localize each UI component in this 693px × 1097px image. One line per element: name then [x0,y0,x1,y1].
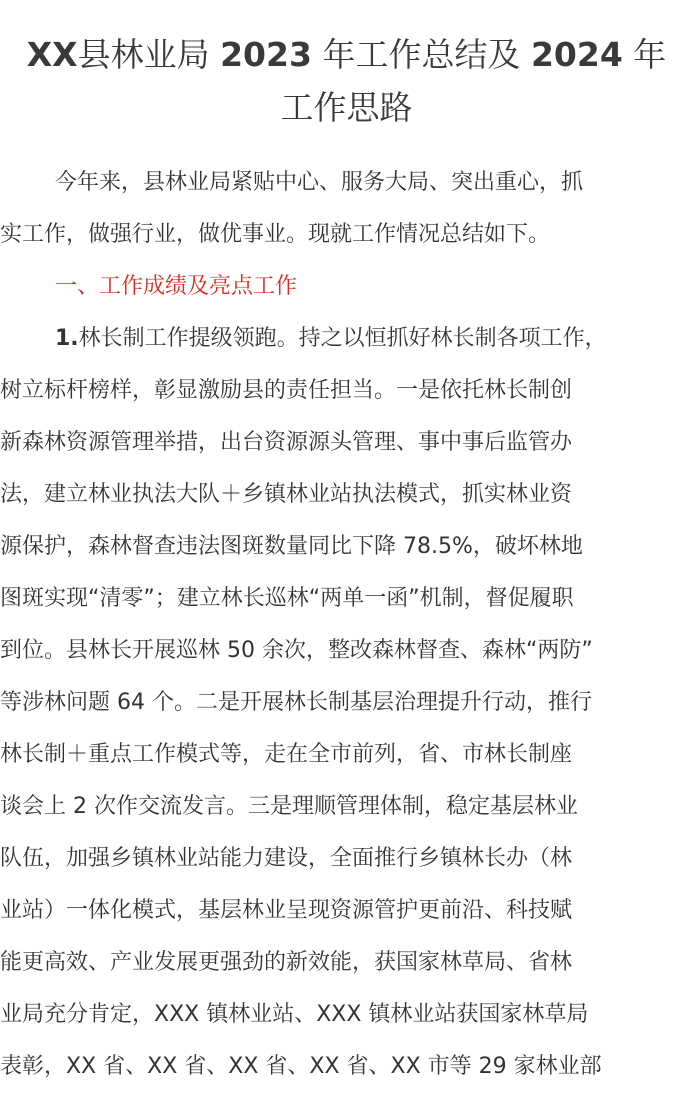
paragraph-text: 能更高效、产业发展更强劲的新效能，获国家林草局、省林 [0,950,573,975]
paragraph-text: 等涉林问题 64 个。二是开展林长制基层治理提升行动，推行 [0,690,592,715]
paragraph-number: 1. [55,326,79,351]
paragraph-line [0,937,693,989]
title-line-2: 工作思路 [280,88,413,127]
paragraph-line [0,365,693,417]
title-year-2023: 2023 [220,35,312,74]
paragraph-text: 新森林资源管理举措，出台资源源头管理、事中事后监管办 [0,430,573,455]
paragraph-line [0,521,693,573]
paragraph-text: 林长制＋重点工作模式等，走在全市前列，省、市林长制座 [0,742,573,767]
paragraph-line [0,677,693,729]
intro-line-2 [0,209,693,261]
title-line-1 [27,35,667,74]
paragraph-text: 业站）一体化模式，基层林业呈现资源管护更前沿、科技赋 [0,898,573,923]
paragraph-line [0,781,693,833]
intro-text-2: 实工作，做强行业，做优事业。现就工作情况总结如下。 [0,222,551,247]
paragraph-text: 图斑实现“清零”；建立林长巡林“两单一函”机制，督促履职 [0,586,574,611]
paragraph-line [0,625,693,677]
section-heading-text: 一、工作成绩及亮点工作 [55,274,298,299]
paragraph-line [0,989,693,1041]
paragraph-text: 表彰，XX 省、XX 省、XX 省、XX 省、XX 市等 29 家林业部 [0,1054,602,1079]
paragraph-text: 林长制工作提级领跑。持之以恒抓好林长制各项工作， [78,326,607,351]
title-year-suffix: 年 [633,35,667,74]
intro-text-1: 今年来，县林业局紧贴中心、服务大局、突出重心，抓 [55,170,584,195]
document-title [0,28,693,134]
paragraph-text: 法，建立林业执法大队＋乡镇林业站执法模式，抓实林业资 [0,482,573,507]
paragraph-line [0,417,693,469]
paragraph-text: 源保护，森林督查违法图斑数量同比下降 78.5%，破坏林地 [0,534,583,559]
paragraph-line [0,313,693,365]
paragraph-line [0,729,693,781]
paragraph-line [0,573,693,625]
paragraph-line [0,1041,693,1093]
section-heading [0,261,693,313]
title-summary-text: 年工作总结及 [322,35,521,74]
paragraph-text: 业局充分肯定，XXX 镇林业站、XXX 镇林业站获国家林草局 [0,1002,589,1027]
paragraph-line [0,469,693,521]
title-county-bureau: 县林业局 [77,35,210,74]
paragraph-line [0,833,693,885]
intro-line-1 [0,157,693,209]
paragraph-text: 队伍，加强乡镇林业站能力建设，全面推行乡镇林长办（林 [0,846,573,871]
paragraph-text: 树立标杆榜样，彰显激励县的责任担当。一是依托林长制创 [0,378,573,403]
paragraph-text: 谈会上 2 次作交流发言。三是理顺管理体制，稳定基层林业 [0,794,578,819]
paragraph-line [0,885,693,937]
title-prefix: XX [26,35,78,74]
paragraph-text: 到位。县林长开展巡林 50 余次，整改森林督查、森林“两防” [0,638,593,663]
title-year-2024: 2024 [530,35,623,74]
